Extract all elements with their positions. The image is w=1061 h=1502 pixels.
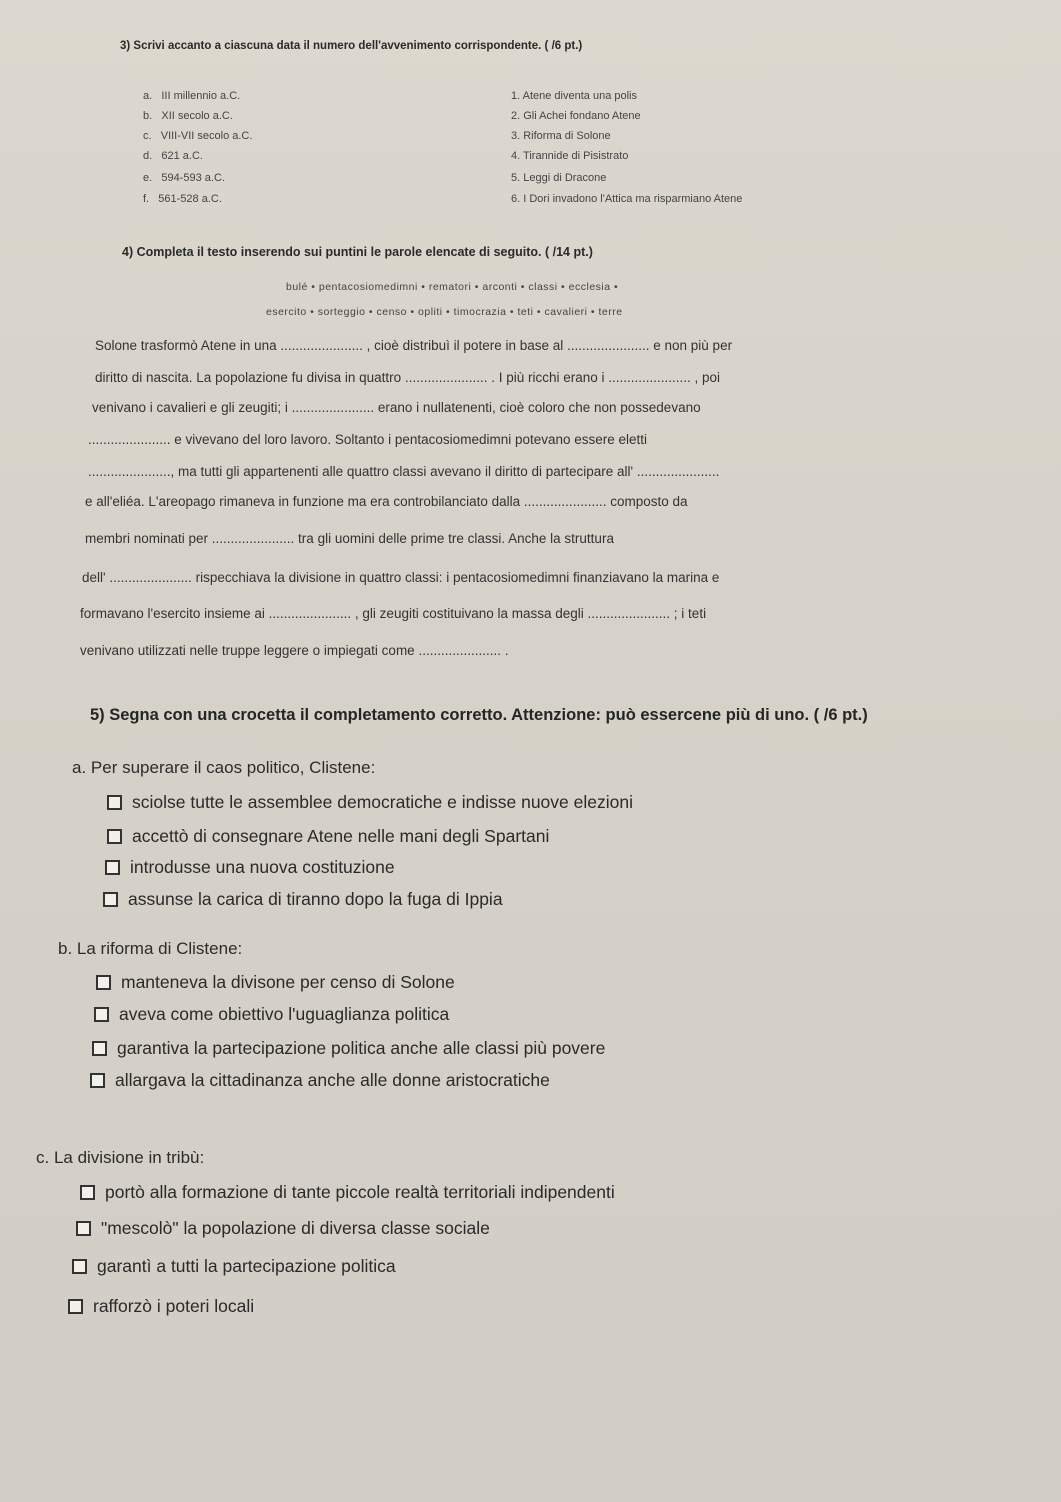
date-item bbox=[143, 130, 252, 142]
word-bank-line: bulé • pentacosiomedimni • rematori • arconti • classi • ecclesia • bbox=[286, 281, 619, 293]
option-item[interactable] bbox=[92, 1038, 605, 1059]
word-bank-line: esercito • sorteggio • censo • opliti • timocrazia • teti • cavalieri • terre bbox=[266, 306, 623, 318]
date-item bbox=[143, 193, 222, 205]
option-item[interactable] bbox=[72, 1256, 396, 1277]
cloze-line: formavano l'esercito insieme ai ...................... , gli zeugiti costituivano la massa degli ...................... ; i teti bbox=[80, 606, 707, 621]
option-item[interactable] bbox=[76, 1218, 490, 1239]
option-item[interactable] bbox=[94, 1004, 449, 1025]
date-letter: a. bbox=[143, 90, 153, 102]
option-label: manteneva la divisone per censo di Solone bbox=[121, 972, 455, 992]
checkbox-icon[interactable] bbox=[107, 829, 122, 844]
question-b-heading: b. La riforma di Clistene: bbox=[58, 939, 243, 958]
option-item[interactable] bbox=[80, 1182, 615, 1203]
option-label: introdusse una nuova costituzione bbox=[130, 857, 395, 877]
option-item[interactable] bbox=[103, 889, 503, 910]
event-item: 2. Gli Achei fondano Atene bbox=[511, 110, 641, 122]
event-item: 1. Atene diventa una polis bbox=[511, 90, 637, 102]
date-letter: b. bbox=[143, 110, 153, 122]
date-text: III millennio a.C. bbox=[161, 90, 241, 102]
option-item[interactable] bbox=[68, 1296, 254, 1317]
checkbox-icon[interactable] bbox=[90, 1073, 105, 1088]
option-item[interactable] bbox=[90, 1070, 550, 1091]
section5-title: 5) Segna con una crocetta il completamento corretto. Attenzione: può essercene più di uno. ( /6 pt.) bbox=[90, 706, 868, 724]
date-text: 594-593 a.C. bbox=[161, 172, 225, 184]
event-item: 3. Riforma di Solone bbox=[511, 130, 611, 142]
question-c-heading: c. La divisione in tribù: bbox=[36, 1148, 205, 1167]
cloze-line: ......................, ma tutti gli appartenenti alle quattro classi avevano il diritto di partecipare all' ...................... bbox=[88, 464, 720, 479]
event-item: 4. Tirannide di Pisistrato bbox=[511, 150, 629, 162]
option-label: rafforzò i poteri locali bbox=[93, 1296, 255, 1316]
option-label: accettò di consegnare Atene nelle mani degli Spartani bbox=[132, 826, 550, 846]
option-label: garantì a tutti la partecipazione politica bbox=[97, 1256, 396, 1276]
date-letter: f. bbox=[143, 193, 150, 205]
cloze-line: diritto di nascita. La popolazione fu divisa in quattro ...................... . I più ricchi erano i ...................... , poi bbox=[95, 370, 721, 385]
checkbox-icon[interactable] bbox=[105, 860, 120, 875]
date-item bbox=[143, 90, 240, 102]
cloze-line: venivano i cavalieri e gli zeugiti; i ...................... erano i nullatenenti, cioè coloro che non possedevano bbox=[92, 400, 701, 415]
date-item bbox=[143, 172, 225, 184]
option-item[interactable] bbox=[107, 792, 633, 813]
checkbox-icon[interactable] bbox=[92, 1041, 107, 1056]
event-item: 5. Leggi di Dracone bbox=[511, 172, 607, 184]
cloze-line: venivano utilizzati nelle truppe leggere o impiegati come ...................... . bbox=[80, 643, 509, 658]
checkbox-icon[interactable] bbox=[96, 975, 111, 990]
section4-title: 4) Completa il testo inserendo sui puntini le parole elencate di seguito. ( /14 pt.) bbox=[122, 245, 593, 259]
option-label: garantiva la partecipazione politica anche alle classi più povere bbox=[117, 1038, 606, 1058]
checkbox-icon[interactable] bbox=[68, 1299, 83, 1314]
option-label: portò alla formazione di tante piccole realtà territoriali indipendenti bbox=[105, 1182, 615, 1202]
date-text: 561-528 a.C. bbox=[158, 193, 222, 205]
date-item bbox=[143, 150, 203, 162]
date-text: 621 a.C. bbox=[161, 150, 203, 162]
date-letter: c. bbox=[143, 130, 152, 142]
cloze-line: e all'eliéa. L'areopago rimaneva in funzione ma era controbilanciato dalla ...................... composto da bbox=[85, 494, 688, 509]
date-item bbox=[143, 110, 233, 122]
checkbox-icon[interactable] bbox=[103, 892, 118, 907]
section3-title: 3) Scrivi accanto a ciascuna data il numero dell'avvenimento corrispondente. ( /6 pt.) bbox=[120, 40, 583, 52]
option-label: aveva come obiettivo l'uguaglianza politica bbox=[119, 1004, 450, 1024]
date-text: XII secolo a.C. bbox=[161, 110, 233, 122]
cloze-line: Solone trasformò Atene in una ...................... , cioè distribuì il potere in base al ...................... e non più per bbox=[95, 338, 733, 353]
checkbox-icon[interactable] bbox=[107, 795, 122, 810]
option-label: "mescolò" la popolazione di diversa classe sociale bbox=[101, 1218, 490, 1238]
option-item[interactable] bbox=[107, 826, 549, 847]
cloze-line: membri nominati per ...................... tra gli uomini delle prime tre classi. Anche la struttura bbox=[85, 531, 614, 546]
date-letter: e. bbox=[143, 172, 153, 184]
checkbox-icon[interactable] bbox=[80, 1185, 95, 1200]
option-label: sciolse tutte le assemblee democratiche e indisse nuove elezioni bbox=[132, 792, 633, 812]
date-text: VIII-VII secolo a.C. bbox=[160, 130, 253, 142]
checkbox-icon[interactable] bbox=[76, 1221, 91, 1236]
option-item[interactable] bbox=[105, 857, 395, 878]
checkbox-icon[interactable] bbox=[94, 1007, 109, 1022]
cloze-line: dell' ...................... rispecchiava la divisione in quattro classi: i pentacosiomedimni finanziavano la marina e bbox=[82, 570, 720, 585]
event-item: 6. I Dori invadono l'Attica ma risparmiano Atene bbox=[511, 193, 743, 205]
option-item[interactable] bbox=[96, 972, 455, 993]
option-label: allargava la cittadinanza anche alle donne aristocratiche bbox=[115, 1070, 550, 1090]
option-label: assunse la carica di tiranno dopo la fuga di Ippia bbox=[128, 889, 503, 909]
cloze-line: ...................... e vivevano del loro lavoro. Soltanto i pentacosiomedimni potevano essere eletti bbox=[88, 432, 648, 447]
checkbox-icon[interactable] bbox=[72, 1259, 87, 1274]
date-letter: d. bbox=[143, 150, 153, 162]
question-a-heading: a. Per superare il caos politico, Clistene: bbox=[72, 758, 376, 777]
